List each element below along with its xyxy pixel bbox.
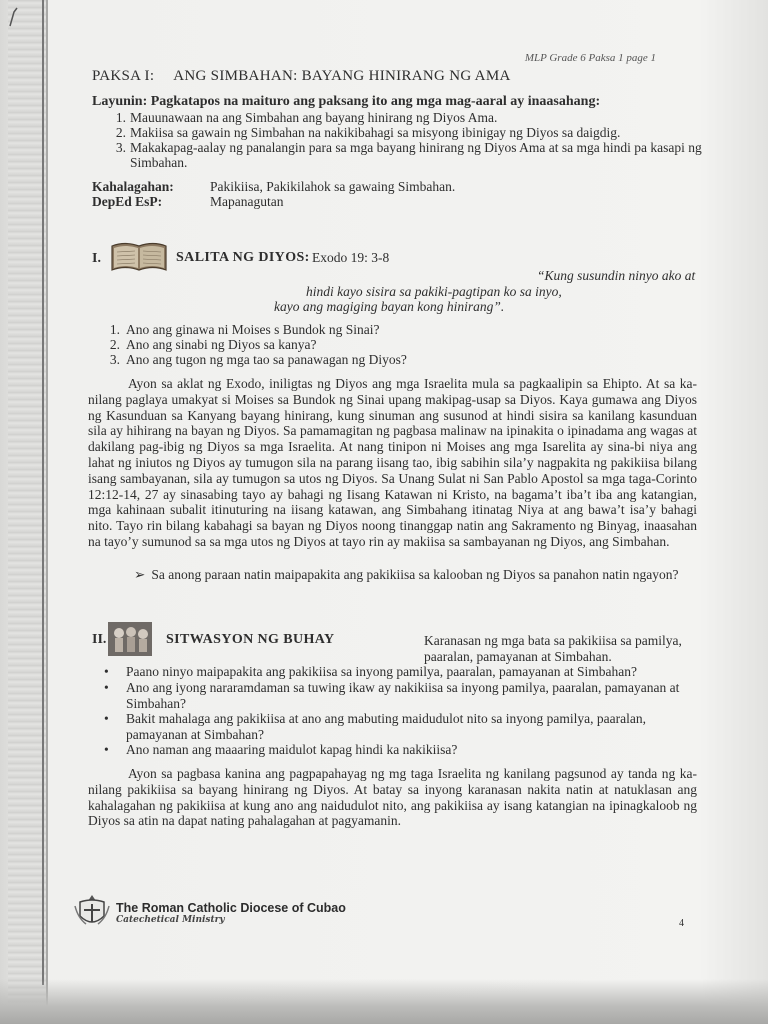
bullet-text: Ano ang iyong nararamdaman sa tuwing ikaw ay nakikiisa sa inyong pamilya, paaralan, pamayanan at Simbahan? — [126, 680, 680, 711]
objective-text: Makakapag-aalay ng panalangin para sa mga bayang hinirang ng Diyos Ama at sa mga hindi pa kasapi ng Simbahan. — [130, 140, 702, 170]
objective-number: 1. — [115, 110, 126, 125]
diocese-seal-icon — [72, 892, 112, 932]
question-number: 1. — [109, 322, 120, 337]
scripture-quote-line: hindi kayo sisira sa pakiki-pagtipan ko sa inyo, — [306, 284, 562, 299]
kahalagahan-value: Pakikiisa, Pakikilahok sa gawaing Simbahan. — [210, 179, 456, 194]
bullet-item — [104, 711, 704, 742]
objective-item — [104, 110, 704, 125]
bullet-item — [104, 742, 704, 758]
bullet-icon: • — [104, 664, 109, 679]
question-number: 3. — [109, 352, 120, 367]
reading-paragraph: Ayon sa aklat ng Exodo, iniligtas ng Diyos ang mga Israelita mula sa pagkaalipin sa Ehipto. At sa ka-nilang paglaya umakyat si Moises sa Bundok ng Sinai upang makipag-usap sa Diyos. Kaya gumawa ang Diyos ng Kasunduan sa Kanyang bayang hinirang, kung sinuman ang susunod at hindi sisira sa kanilang kasunduan sila ay hihirang na bayan ng Diyos. Sa pamamagitan ng pagbasa malinaw na ipinakita o ipinadama ang wagas at dakilang pag-ibig ng Diyos sa mga Israelita. At nang tinipon ni Moises ang mga Isarelita ay sina-bi niya ang lahat ng iniutos ng Diyos ay tumugon sila na parang iisang tao, ibig sabihin sila’y nagpakita ng pakikiisa bilang isang sambayanan, sila ay tumugon sa utos ng Diyos. Sa Unang Sulat ni San Pablo Apostol sa mga taga-Corinto 12:12-14, 27 ay sinasabing tayo ay bahagi ng Iisang Katawan ni Kristo, na bagama’t iba’t iba ang katangian, mga kahinaan subalit itinuturing na iisang katawan, ang Simbahang itinatag Niya at ang bawa’t isa’y bahagi nito. Tayo rin bilang kabahagi sa bayan ng Diyos noong tinanggap natin ang Sakramento ng Binyag, inaasahan na tayo’y sumunod sa sa mga utos ng Diyos at tayo rin ay makiisa sa sambayanan ng Diyos, ang Simbahan. — [88, 376, 697, 549]
page-number: 4 — [679, 918, 684, 929]
bullet-icon: • — [104, 680, 109, 695]
page-title — [92, 68, 511, 85]
kahalagahan-label: Kahalagahan: — [92, 179, 174, 194]
open-book-icon — [110, 240, 168, 274]
title-label: PAKSA I: — [92, 68, 155, 84]
objective-item — [104, 125, 704, 140]
header-note: MLP Grade 6 Paksa 1 page 1 — [524, 52, 656, 64]
section2-title: SITWASYON NG BUHAY — [166, 632, 335, 647]
title-text: ANG SIMBAHAN: BAYANG HINIRANG NG AMA — [173, 68, 511, 84]
diocese-name: The Roman Catholic Diocese of Cubao — [116, 901, 346, 915]
deped-label: DepEd EsP: — [92, 194, 163, 209]
scripture-reference: Exodo 19: 3-8 — [312, 250, 390, 265]
bullet-icon: • — [104, 742, 109, 757]
question-item — [104, 337, 504, 353]
objective-number: 3. — [115, 140, 126, 155]
deped-value: Mapanagutan — [210, 194, 284, 209]
conclusion-paragraph: Ayon sa pagbasa kanina ang pagpapahayag ng mg taga Israelita ng kanilang pagsunod ay tanda ng ka-nilang pakikiisa sa bayang hinirang ng Diyos. At batay sa inyong karanasan nakita natin at natuklasan ang kahalagahan ng pakikiisa at kung ano ang naidudulot nito, ang pakikiisa ay isang katangian na ipinagkaloob ng Diyos sa atin na dapat nating pahalagahan at pagyamanin. — [88, 766, 697, 829]
bullet-item — [104, 680, 704, 711]
question-text: Ano ang tugon ng mga tao sa panawagan ng Diyos? — [126, 352, 407, 367]
pencil-mark-icon — [8, 6, 24, 28]
bullet-text: Paano ninyo maipapakita ang pakikiisa sa inyong pamilya, paaralan, pamayanan at Simbahan? — [126, 664, 637, 679]
reflection-question — [134, 567, 678, 583]
binder-line — [42, 0, 44, 985]
children-picture-icon — [108, 622, 152, 656]
question-number: 2. — [109, 337, 120, 352]
bullet-text: Bakit mahalaga ang pakikiisa at ano ang mabuting maidudulot nito sa inyong pamilya, paaralan, pamayanan at Simbahan? — [126, 711, 646, 742]
arrow-bullet-icon: ➢ — [134, 567, 146, 582]
question-text: Ano ang ginawa ni Moises s Bundok ng Sinai? — [126, 322, 380, 337]
section1-title: SALITA NG DIYOS: — [176, 250, 310, 265]
objectives-heading: Layunin: Pagkatapos na maituro ang paksang ito ang mga mag-aaral ay inaasahang: — [92, 94, 601, 109]
objective-item — [104, 140, 704, 170]
scripture-quote-line: kayo ang magiging bayan kong hinirang”. — [274, 299, 505, 314]
objective-number: 2. — [115, 125, 126, 140]
bullet-item — [104, 664, 704, 680]
question-item — [104, 352, 504, 368]
question-item — [104, 322, 504, 338]
reflection-text: Sa anong paraan natin maipapakita ang pakikiisa sa kalooban ng Diyos sa panahon natin ngayon? — [151, 567, 679, 582]
objective-text: Mauunawaan na ang Simbahan ang bayang hinirang ng Diyos Ama. — [130, 110, 498, 125]
section1-number: I. — [92, 251, 101, 266]
scan-bottom-shadow — [0, 979, 768, 1024]
section2-number: II. — [92, 632, 107, 647]
bullet-icon: • — [104, 711, 109, 726]
bullet-text: Ano naman ang maaaring maidulot kapag hindi ka nakikiisa? — [126, 742, 458, 757]
scripture-quote-line: “Kung susundin ninyo ako at — [537, 268, 696, 283]
question-text: Ano ang sinabi ng Diyos sa kanya? — [126, 337, 317, 352]
ministry-name: Catechetical Ministry — [116, 915, 225, 925]
objective-text: Makiisa sa gawain ng Simbahan na nakikibahagi sa misyong ibinigay ng Diyos sa daigdig. — [130, 125, 621, 140]
section2-description: Karanasan ng mga bata sa pakikiisa sa pamilya, paaralan, pamayanan at Simbahan. — [424, 633, 682, 664]
